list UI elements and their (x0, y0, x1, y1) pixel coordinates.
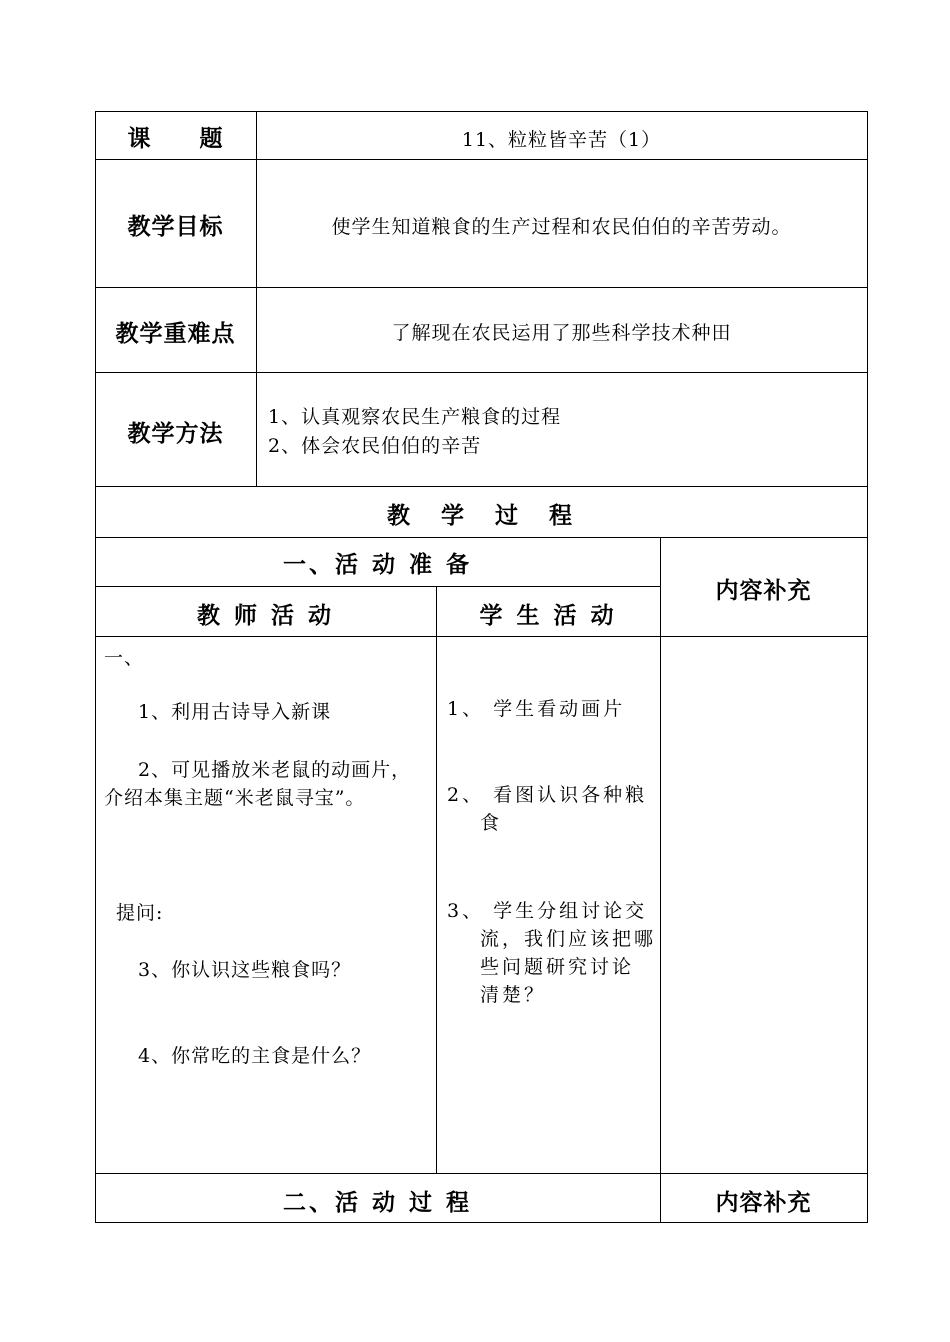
section2-title: 二、活 动 过 程 (282, 1190, 473, 1216)
teacher-item: 一、 (104, 647, 145, 669)
student-item: 食 (480, 812, 503, 834)
key-label: 教学重难点 (115, 321, 236, 347)
process-title: 教 学 过 程 (387, 503, 576, 529)
student-item: 3、 学生分组讨论交 (447, 900, 648, 922)
goal-value: 使学生知道粮食的生产过程和农民伯伯的辛苦劳动。 (331, 216, 792, 238)
section1-title: 一、活 动 准 备 (282, 552, 473, 578)
student-header: 学 生 活 动 (479, 603, 617, 629)
teacher-item: 4、你常吃的主食是什么？ (138, 1045, 372, 1067)
student-item: 2、 看图认识各种粮 (447, 784, 648, 806)
teacher-item: 1、利用古诗导入新课 (138, 701, 332, 723)
teacher-item: 提问: (116, 902, 164, 924)
method-line: 1、认真观察农民生产粮食的过程 (268, 406, 562, 428)
topic-label: 课 题 (127, 126, 224, 152)
method-line: 2、体会农民伯伯的辛苦 (268, 435, 482, 457)
teacher-item: 3、你认识这些粮食吗？ (138, 959, 352, 981)
student-item: 些问题研究讨论 (480, 956, 635, 978)
topic-value: 11、粒粒皆辛苦（1） (461, 129, 662, 151)
method-label: 教学方法 (127, 421, 224, 447)
student-item: 流，我们应该把哪 (480, 928, 657, 950)
goal-label: 教学目标 (127, 214, 224, 240)
student-item: 1、 学生看动画片 (447, 698, 626, 720)
section1-supplement: 内容补充 (715, 578, 812, 604)
section2-supplement: 内容补充 (715, 1190, 812, 1216)
teacher-header: 教 师 活 动 (196, 603, 335, 629)
student-item: 清楚？ (480, 984, 547, 1006)
key-value: 了解现在农民运用了那些科学技术种田 (391, 322, 732, 344)
teacher-item: 2、可见播放米老鼠的动画片， (138, 759, 412, 781)
teacher-item: 介绍本集主题“米老鼠寻宝”。 (104, 787, 366, 809)
